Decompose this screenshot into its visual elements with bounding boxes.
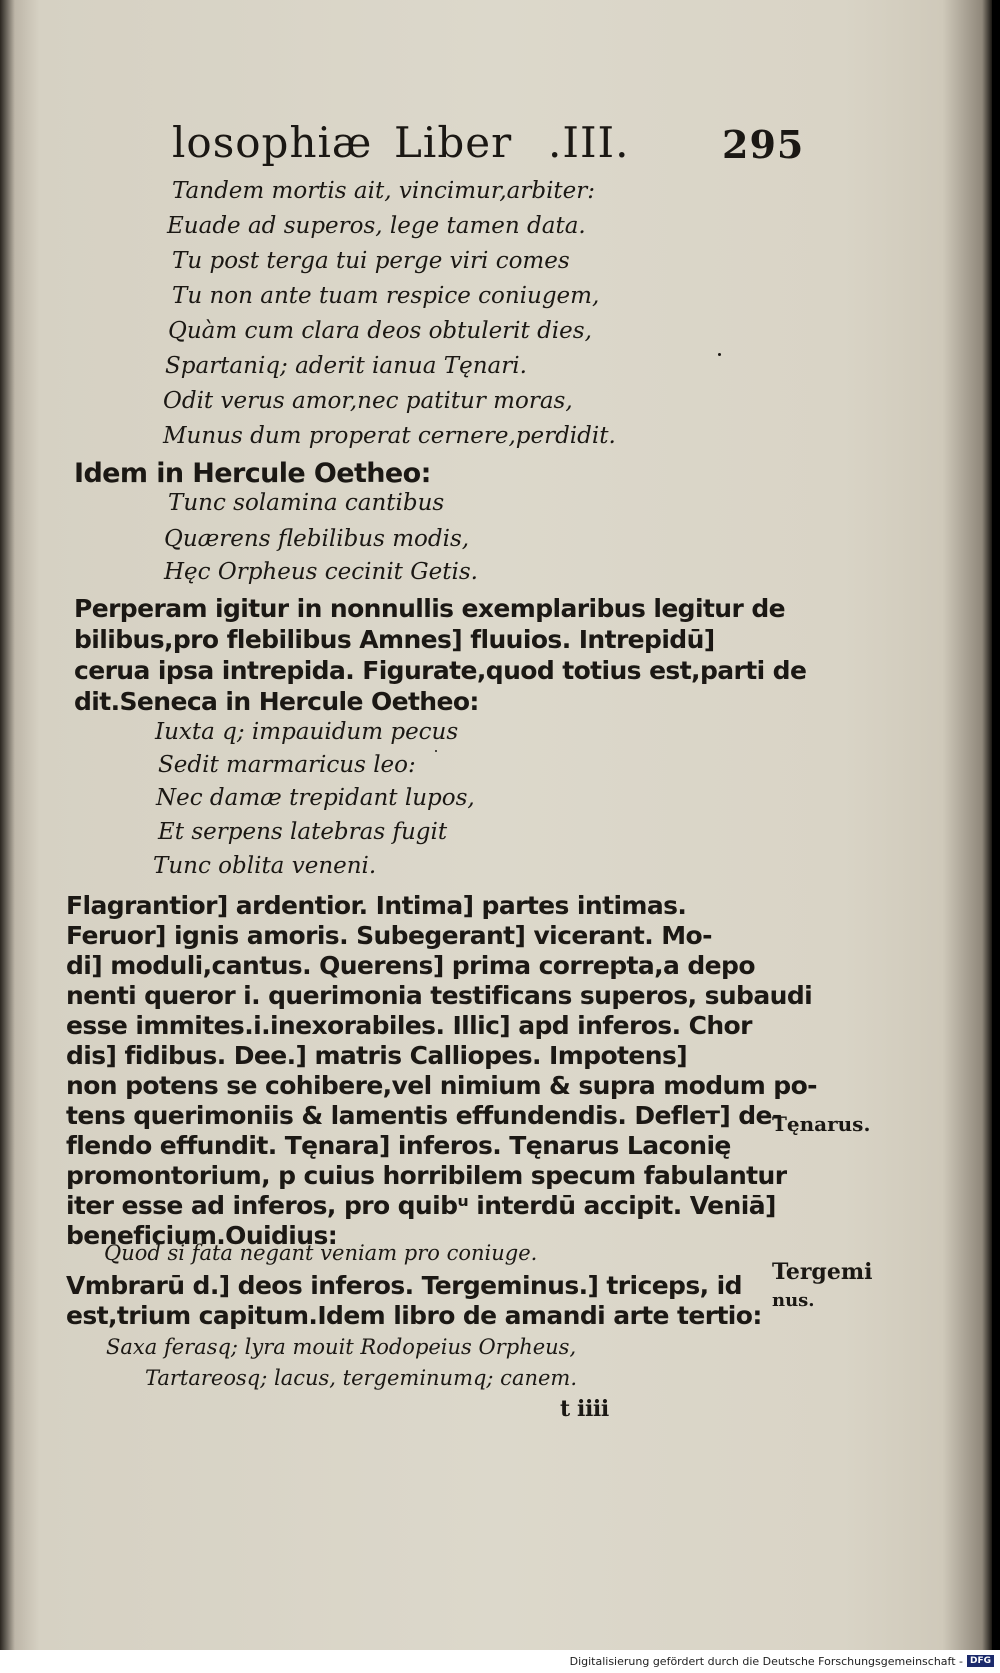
verse-line: Tartareosq; lacus, tergeminumq; canem. — [145, 1366, 578, 1390]
running-title: losophiæ — [172, 118, 373, 167]
ink-speck — [718, 353, 721, 356]
ink-speck — [435, 750, 437, 752]
book-label: Liber — [394, 118, 513, 167]
verse-line: Munus dum properat cernere,perdidit. — [163, 423, 616, 449]
commentary-line: tens querimoniis & lamentis effundendis. Defleт] de- — [66, 1101, 782, 1130]
commentary-line: dis] fidibus. Dee.] matris Calliopes. Impotens] — [66, 1041, 688, 1070]
commentary-line: Vmbrarū d.] deos inferos. Tergeminus.] triceps, id — [66, 1271, 742, 1300]
page-number: 295 — [722, 122, 805, 167]
commentary-line: dit.Seneca in Hercule Oetheo: — [74, 687, 479, 716]
commentary-line: iter esse ad inferos, pro quibᵘ interdū accipit. Veniā] — [66, 1191, 776, 1220]
verse-line: Sedit marmaricus leo: — [158, 752, 416, 778]
verse-line: Nec damæ trepidant lupos, — [156, 785, 475, 811]
verse-line: Tunc oblita veneni. — [153, 853, 377, 879]
verse-line: Quærens flebilibus modis, — [164, 526, 470, 552]
margin-note: Tergemi — [772, 1259, 873, 1285]
commentary-line: non potens se cohibere,vel nimium & supra modum po- — [66, 1071, 817, 1100]
digitization-footer — [0, 1650, 1000, 1673]
book-number: .III. — [548, 118, 630, 167]
commentary-line: Flagrantior] ardentior. Intima] partes intimas. — [66, 891, 687, 920]
margin-note: Tęnarus. — [772, 1112, 871, 1136]
dfg-logo: DFG — [967, 1655, 994, 1667]
citation-heading: Idem in Hercule Oetheo: — [74, 458, 431, 489]
verse-line: Odit verus amor,nec patitur moras, — [163, 388, 573, 414]
commentary-line: Perperam igitur in nonnullis exemplaribus legitur de — [74, 594, 785, 623]
verse-line: Spartaniq; aderit ianua Tęnari. — [165, 353, 527, 379]
commentary-line: flendo effundit. Tęnara] inferos. Tęnarus Laconię — [66, 1131, 731, 1160]
verse-line: Et serpens latebras fugit — [158, 819, 448, 845]
verse-line: Quàm cum clara deos obtulerit dies, — [168, 318, 592, 344]
commentary-line: bilibus,pro flebilibus Amnes] fluuios. Intrepidū] — [74, 625, 715, 654]
verse-line: Quod si fata negant veniam pro coniuge. — [104, 1241, 538, 1265]
signature-mark: t iiii — [560, 1396, 609, 1422]
commentary-line: esse immites.i.inexorabiles. Illic] apd inferos. Chor — [66, 1011, 752, 1040]
commentary-line: Feruor] ignis amoris. Subegerant] vicerant. Mo- — [66, 921, 712, 950]
commentary-line: di] moduli,cantus. Querens] prima correpta,a depo — [66, 951, 755, 980]
verse-line: Tunc solamina cantibus — [168, 490, 445, 516]
verse-line: Tu non ante tuam respice coniugem, — [172, 283, 600, 309]
commentary-line: nenti queror i. querimonia testificans superos, subaudi — [66, 981, 813, 1010]
verse-line: Hęc Orpheus cecinit Getis. — [164, 559, 478, 585]
verse-line: Tandem mortis ait, vincimur,arbiter: — [172, 178, 596, 204]
margin-note: nus. — [772, 1290, 815, 1311]
verse-line: Saxa ferasq; lyra mouit Rodopeius Orpheus, — [106, 1335, 577, 1359]
commentary-line: ceruа ipsa intrepida. Figurate,quod totius est,parti de — [74, 656, 807, 685]
footer-text: Digitalisierung gefördert durch die Deutsche Forschungsgemeinschaft - — [569, 1655, 963, 1668]
commentary-line: est,trium capitum.Idem libro de amandi arte tertio: — [66, 1301, 762, 1330]
commentary-line: beneficium.Ouidius: — [66, 1221, 338, 1250]
verse-line: Iuxta q; impauidum pecus — [155, 719, 459, 745]
verse-line: Euade ad superos, lege tamen data. — [167, 213, 586, 239]
verse-line: Tu post terga tui perge viri comes — [172, 248, 570, 274]
commentary-line: promontorium, p cuius horribilem specum fabulantur — [66, 1161, 787, 1190]
